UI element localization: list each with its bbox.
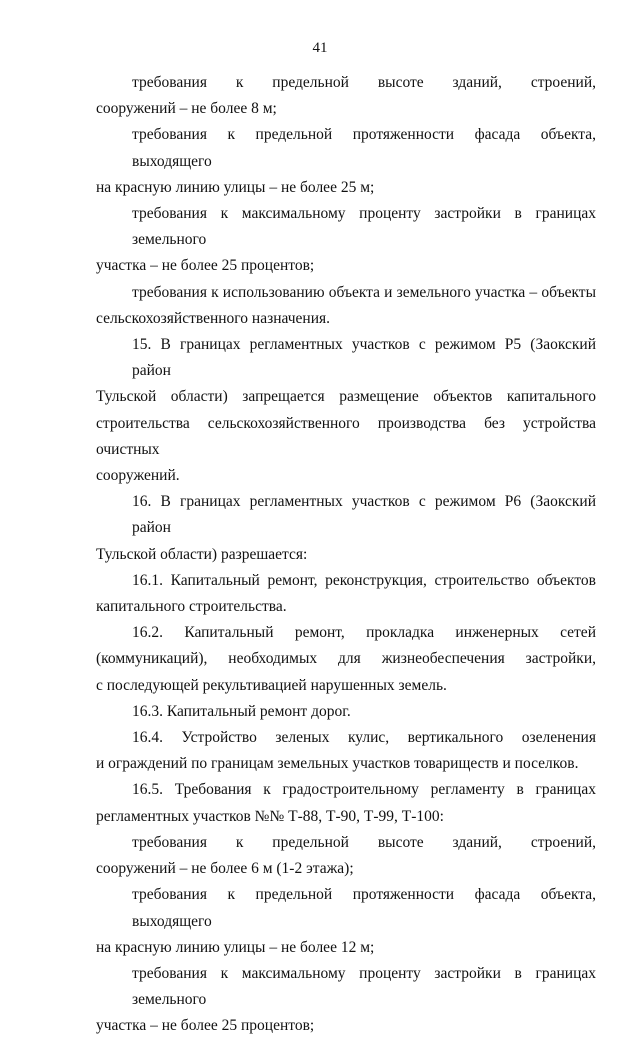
text-line: с последующей рекультивацией нарушенных земель. xyxy=(96,676,447,694)
paragraph-item-16-5 xyxy=(96,777,596,829)
document-body xyxy=(96,70,596,1040)
text-line: на красную линию улицы – не более 25 м; xyxy=(96,178,375,196)
text-line: сооружений – не более 8 м; xyxy=(96,100,277,118)
paragraph-item-16-2 xyxy=(96,620,596,699)
paragraph-item-16-1 xyxy=(96,568,596,620)
text-line: капитального строительства. xyxy=(96,598,287,616)
text-line: участка – не более 25 процентов; xyxy=(96,1017,315,1035)
text-line: регламентных участков №№ Т-88, Т-90, Т-99, Т-100: xyxy=(96,807,444,825)
paragraph-facade-requirement-2 xyxy=(96,882,596,961)
paragraph-item-16 xyxy=(96,489,596,568)
text-line: 16.1. Капитальный ремонт, реконструкция, строительство объектов xyxy=(132,571,596,589)
paragraph-item-16-3 xyxy=(96,699,596,725)
paragraph-usage-requirement xyxy=(96,280,596,332)
text-line: 16.3. Капитальный ремонт дорог. xyxy=(132,702,351,720)
text-line: Тульской области) разрешается: xyxy=(96,545,308,563)
text-line: требования к предельной высоте зданий, строений, xyxy=(132,74,596,91)
text-line: 16. В границах регламентных участков с режимом Р6 (Заокский район xyxy=(132,493,596,537)
paragraph-facade-requirement xyxy=(96,122,596,201)
text-line: требования к предельной протяженности фасада объекта, выходящего xyxy=(132,886,596,930)
text-line: сооружений. xyxy=(96,467,180,485)
text-line: требования к максимальному проценту застройки в границах земельного xyxy=(132,205,596,249)
text-line: требования к использованию объекта и земельного участка – объекты xyxy=(132,283,596,301)
text-line: участка – не более 25 процентов; xyxy=(96,257,315,275)
text-line: Тульской области) запрещается размещение объектов капитального xyxy=(96,388,596,406)
text-line: требования к предельной высоте зданий, строений, xyxy=(132,833,596,851)
paragraph-item-16-4 xyxy=(96,725,596,777)
paragraph-coverage-requirement-2 xyxy=(96,961,596,1040)
text-line: 15. В границах регламентных участков с режимом Р5 (Заокский район xyxy=(132,336,596,380)
paragraph-height-requirement-2 xyxy=(96,830,596,882)
text-line: сельскохозяйственного назначения. xyxy=(96,309,331,327)
text-line: требования к предельной протяженности фасада объекта, выходящего xyxy=(132,126,596,170)
text-line: 16.4. Устройство зеленых кулис, вертикального озеленения xyxy=(132,729,596,747)
text-line: строительства сельскохозяйственного производства без устройства очистных xyxy=(96,414,596,458)
text-line: требования к максимальному проценту застройки в границах земельного xyxy=(132,964,596,1009)
paragraph-height-requirement xyxy=(96,70,596,122)
text-line: 16.2. Капитальный ремонт, прокладка инженерных сетей xyxy=(132,624,596,642)
paragraph-item-15 xyxy=(96,332,596,489)
paragraph-coverage-requirement xyxy=(96,201,596,280)
text-line: на красную линию улицы – не более 12 м; xyxy=(96,938,375,956)
page-number: 41 xyxy=(312,40,328,56)
text-line: сооружений – не более 6 м (1-2 этажа); xyxy=(96,860,354,878)
text-line: и ограждений по границам земельных участков товариществ и поселков. xyxy=(96,755,579,773)
text-line: (коммуникаций), необходимых для жизнеобеспечения застройки, xyxy=(96,650,596,668)
text-line: 16.5. Требования к градостроительному регламенту в границах xyxy=(132,781,596,799)
